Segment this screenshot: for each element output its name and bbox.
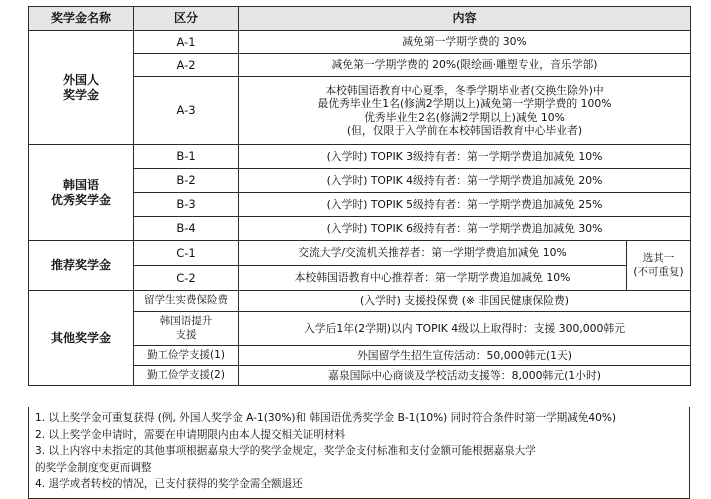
code-c1: C-1 bbox=[134, 241, 239, 266]
recommend-scholarship-name: 推荐奖学金 bbox=[29, 241, 134, 291]
table-row bbox=[29, 241, 691, 266]
code-b3: B-3 bbox=[134, 193, 239, 217]
table-row bbox=[29, 291, 691, 312]
korean-name-line2: 优秀奖学金 bbox=[50, 192, 111, 207]
content-a3-line2: 最优秀毕业生1名(修满2学期以上)减免第一学期学费的 100% bbox=[317, 97, 612, 111]
note-4: 4. 退学或者转校的情况，已支付获得的奖学金需全额退还 bbox=[35, 478, 303, 490]
header-scholarship-name: 奖学金名称 bbox=[29, 7, 134, 31]
content-a1: 减免第一学期学费的 30% bbox=[239, 31, 691, 54]
header-content: 内容 bbox=[239, 7, 691, 31]
sub-work-study-2: 勤工俭学支援(2) bbox=[134, 366, 239, 386]
foreign-scholarship-name bbox=[29, 31, 134, 145]
content-b2: (入学时) TOPIK 4级持有者：第一学期学费追加减免 20% bbox=[239, 169, 691, 193]
sub-korean-improve-line2: 支援 bbox=[175, 328, 197, 341]
choose-line2: (不可重复) bbox=[633, 265, 684, 278]
note-1: 1. 以上奖学金可重复获得 (例, 外国人奖学金 A-1(30%)和 韩国语优秀奖学金 B-1(10%) 同时符合条件时第一学期减免40%) bbox=[35, 412, 617, 424]
code-b1: B-1 bbox=[134, 145, 239, 169]
foreign-name-line1: 外国人 bbox=[62, 72, 99, 87]
note-3: 3. 以上内容中未指定的其他事项根据嘉泉大学的奖学金规定，奖学金支付标准和支付金额可能根据嘉泉大学 bbox=[35, 445, 536, 457]
scholarship-table bbox=[28, 6, 691, 386]
content-work-study-2: 嘉泉国际中心商谈及学校活动支援等：8,000韩元(1小时) bbox=[239, 366, 691, 386]
content-c1: 交流大学/交流机关推荐者：第一学期学费追加减免 10% bbox=[239, 241, 627, 266]
content-b1: (入学时) TOPIK 3级持有者：第一学期学费追加减免 10% bbox=[239, 145, 691, 169]
foreign-name-line2: 奖学金 bbox=[62, 87, 99, 102]
sub-insurance: 留学生实费保险费 bbox=[134, 291, 239, 312]
content-b4: (入学时) TOPIK 6级持有者：第一学期学费追加减免 30% bbox=[239, 217, 691, 241]
content-a3-line4: (但，仅限于入学前在本校韩国语教育中心毕业者) bbox=[346, 123, 583, 137]
table-row bbox=[29, 31, 691, 54]
content-a3 bbox=[239, 77, 691, 145]
code-b4: B-4 bbox=[134, 217, 239, 241]
korean-name-line1: 韩国语 bbox=[62, 177, 99, 192]
content-insurance: (入学时) 支援投保费 (※ 非国民健康保险费) bbox=[239, 291, 691, 312]
table-row bbox=[29, 145, 691, 169]
choose-one-note bbox=[627, 241, 691, 291]
note-3-continued: 的奖学金制度变更而调整 bbox=[35, 461, 152, 474]
code-a3: A-3 bbox=[134, 77, 239, 145]
content-korean-improve: 入学后1年(2学期)以内 TOPIK 4级以上取得时：支援 300,000韩元 bbox=[239, 312, 691, 346]
header-category: 区分 bbox=[134, 7, 239, 31]
choose-line1: 选其一 bbox=[642, 252, 675, 265]
content-work-study-1: 外国留学生招生宣传活动：50,000韩元(1天) bbox=[239, 346, 691, 366]
sub-work-study-1: 勤工俭学支援(1) bbox=[134, 346, 239, 366]
note-2: 2. 以上奖学金申请时，需要在申请期限内由本人提交相关证明材料 bbox=[35, 428, 346, 441]
content-a3-line1: 本校韩国语教育中心夏季，冬季学期毕业者(交换生除外)中 bbox=[325, 83, 604, 97]
code-a2: A-2 bbox=[134, 54, 239, 77]
sub-korean-improve-line1: 韩国语提升 bbox=[159, 315, 213, 328]
sub-korean-improve bbox=[134, 312, 239, 346]
other-scholarship-name: 其他奖学金 bbox=[29, 291, 134, 386]
notes-section bbox=[28, 407, 690, 499]
code-a1: A-1 bbox=[134, 31, 239, 54]
korean-scholarship-name bbox=[29, 145, 134, 241]
content-c2: 本校韩国语教育中心推荐者：第一学期学费追加减免 10% bbox=[239, 266, 627, 291]
content-a2: 减免第一学期学费的 20%(限绘画·雕塑专业，音乐学部) bbox=[239, 54, 691, 77]
code-b2: B-2 bbox=[134, 169, 239, 193]
code-c2: C-2 bbox=[134, 266, 239, 291]
table-header-row bbox=[29, 7, 691, 31]
content-b3: (入学时) TOPIK 5级持有者：第一学期学费追加减免 25% bbox=[239, 193, 691, 217]
content-a3-line3: 优秀毕业生2名(修满2学期以上)减免 10% bbox=[364, 110, 565, 124]
